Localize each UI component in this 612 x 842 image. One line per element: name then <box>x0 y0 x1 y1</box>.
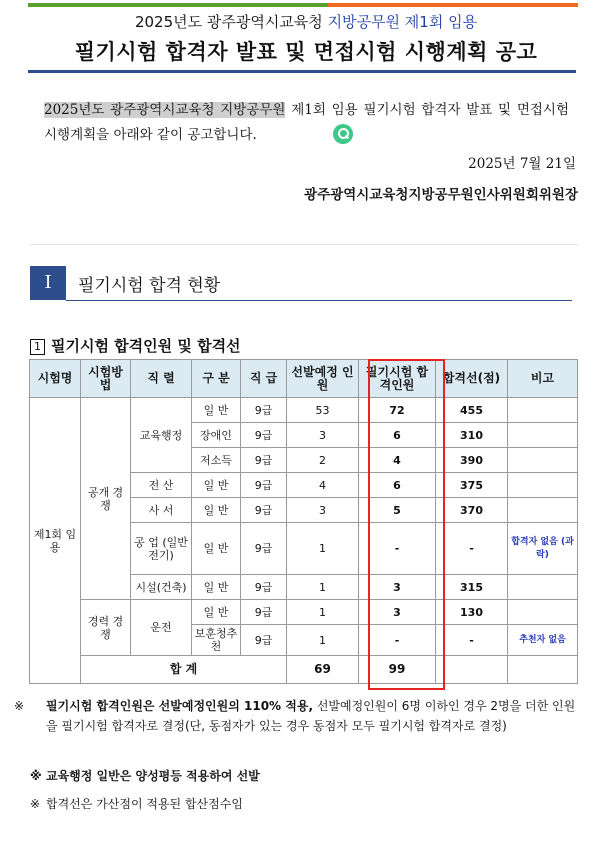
planned-cell: 1 <box>287 625 359 656</box>
note-2 <box>30 766 578 786</box>
category-cell: 일 반 <box>192 398 241 423</box>
series-cell: 시설(건축) <box>131 575 192 600</box>
exam-name-cell: 제1회 임용 <box>30 398 81 684</box>
total-planned: 69 <box>287 656 359 684</box>
notice-signer: 광주광역시교육청지방공무원인사위원회위원장 <box>304 187 578 203</box>
series-cell: 운전 <box>131 600 192 656</box>
total-empty-cell <box>508 656 578 684</box>
page-title: 필기시험 합격자 발표 및 면접시험 시행계획 공고 <box>74 40 538 64</box>
passed-cell: 4 <box>359 448 436 473</box>
notice-subtitle <box>0 11 612 32</box>
cutoff-cell: - <box>436 625 508 656</box>
intro-rest[interactable]: 제1회 임용 필기시험 합격자 발표 및 면접시험 시행계획을 아래와 같이 공고합니다. <box>44 102 569 143</box>
category-cell: 보훈청추천 <box>192 625 241 656</box>
grade-cell: 9급 <box>241 398 287 423</box>
planned-cell: 1 <box>287 575 359 600</box>
passed-cell: 3 <box>359 575 436 600</box>
grade-cell: 9급 <box>241 473 287 498</box>
method-career-cell: 경력 경쟁 <box>81 600 131 656</box>
category-cell: 일 반 <box>192 523 241 575</box>
subsection-title: 필기시험 합격인원 및 합격선 <box>51 337 241 355</box>
grade-cell: 9급 <box>241 498 287 523</box>
note-mark: ※ <box>14 699 25 713</box>
cutoff-cell: 315 <box>436 575 508 600</box>
section-number: I <box>30 266 66 300</box>
category-cell: 일 반 <box>192 498 241 523</box>
notice-date: 2025년 7월 21일 <box>468 156 576 172</box>
planned-cell: 3 <box>287 498 359 523</box>
total-empty-cell <box>436 656 508 684</box>
total-passed: 99 <box>359 656 436 684</box>
section-title: 필기시험 합격 현황 <box>78 276 221 296</box>
boxed-number: 1 <box>30 339 45 355</box>
note-cell <box>508 423 578 448</box>
header-note: 비고 <box>508 360 578 398</box>
planned-cell: 4 <box>287 473 359 498</box>
category-cell: 저소득 <box>192 448 241 473</box>
planned-cell: 2 <box>287 448 359 473</box>
intro-paragraph[interactable] <box>44 98 569 148</box>
series-cell: 교육행정 <box>131 398 192 473</box>
note-1-rest: 선발예정인원이 6명 이하인 경우 2명을 더한 인원을 필기시험 합격자로 결정(단, 동점자가 있는 경우 동점자 모두 필기시험 합격자로 결정) <box>46 699 576 733</box>
planned-cell: 53 <box>287 398 359 423</box>
header-planned: 선발예정 인 원 <box>287 360 359 398</box>
passed-cell: 6 <box>359 473 436 498</box>
cutoff-cell: 455 <box>436 398 508 423</box>
series-cell: 공 업 (일반전기) <box>131 523 192 575</box>
note-cell <box>508 448 578 473</box>
header-series: 직 렬 <box>131 360 192 398</box>
note-cell <box>508 600 578 625</box>
note-cell <box>508 498 578 523</box>
note-cell <box>508 398 578 423</box>
category-cell: 일 반 <box>192 600 241 625</box>
series-cell: 사 서 <box>131 498 192 523</box>
method-open-cell: 공개 경쟁 <box>81 398 131 600</box>
cutoff-cell: - <box>436 523 508 575</box>
note-1 <box>14 696 578 736</box>
series-cell: 전 산 <box>131 473 192 498</box>
subtitle-highlight: 지방공무원 제1회 임용 <box>327 13 478 31</box>
cutoff-cell: 310 <box>436 423 508 448</box>
table-total-row <box>30 656 578 684</box>
note-cell <box>508 575 578 600</box>
planned-cell: 1 <box>287 600 359 625</box>
grade-cell: 9급 <box>241 423 287 448</box>
title-rule <box>28 70 576 73</box>
cutoff-cell: 130 <box>436 600 508 625</box>
note-3 <box>30 794 578 814</box>
header-cutoff: 합격선(점) <box>436 360 508 398</box>
category-cell: 장애인 <box>192 423 241 448</box>
cutoff-cell: 370 <box>436 498 508 523</box>
magnifier-cursor-icon <box>333 124 353 144</box>
header-method: 시험방법 <box>81 360 131 398</box>
note-1-bold: 필기시험 합격인원은 선발예정인원의 110% 적용, <box>46 699 313 713</box>
passed-cell: 6 <box>359 423 436 448</box>
passed-cell: - <box>359 523 436 575</box>
note-mark: ※ <box>30 769 42 783</box>
category-cell: 일 반 <box>192 575 241 600</box>
table-row <box>30 398 578 423</box>
note-3-text: 합격선은 가산점이 적용된 합산점수임 <box>46 797 243 811</box>
note-mark: ※ <box>30 797 41 811</box>
planned-cell: 1 <box>287 523 359 575</box>
note-2-text: 교육행정 일반은 양성평등 적용하여 선발 <box>46 769 260 783</box>
grade-cell: 9급 <box>241 625 287 656</box>
note-cell: 합격자 없음 (과락) <box>508 523 578 575</box>
passed-cell: - <box>359 625 436 656</box>
subsection-heading <box>30 335 241 356</box>
selected-text[interactable]: 2025년도 광주광역시교육청 지방공무원 <box>44 102 286 118</box>
passed-cell: 72 <box>359 398 436 423</box>
planned-cell: 3 <box>287 423 359 448</box>
header-category: 구 분 <box>192 360 241 398</box>
passed-cell: 5 <box>359 498 436 523</box>
cutoff-cell: 390 <box>436 448 508 473</box>
header-exam: 시험명 <box>30 360 81 398</box>
note-cell: 추천자 없음 <box>508 625 578 656</box>
subtitle-prefix: 2025년도 광주광역시교육청 <box>134 13 328 31</box>
grade-cell: 9급 <box>241 448 287 473</box>
note-cell <box>508 473 578 498</box>
header-grade: 직 급 <box>241 360 287 398</box>
section-heading <box>30 266 572 302</box>
top-orange-rule <box>328 3 578 7</box>
grade-cell: 9급 <box>241 523 287 575</box>
table-header-row <box>30 360 578 398</box>
table-row <box>30 600 578 625</box>
passed-cell: 3 <box>359 600 436 625</box>
results-table <box>29 359 578 684</box>
grade-cell: 9급 <box>241 575 287 600</box>
cutoff-cell: 375 <box>436 473 508 498</box>
header-passed: 필기시험 합격인원 <box>359 360 436 398</box>
grade-cell: 9급 <box>241 600 287 625</box>
category-cell: 일 반 <box>192 473 241 498</box>
page-divider <box>30 244 578 245</box>
section-underline <box>66 300 572 301</box>
total-label: 합 계 <box>81 656 287 684</box>
